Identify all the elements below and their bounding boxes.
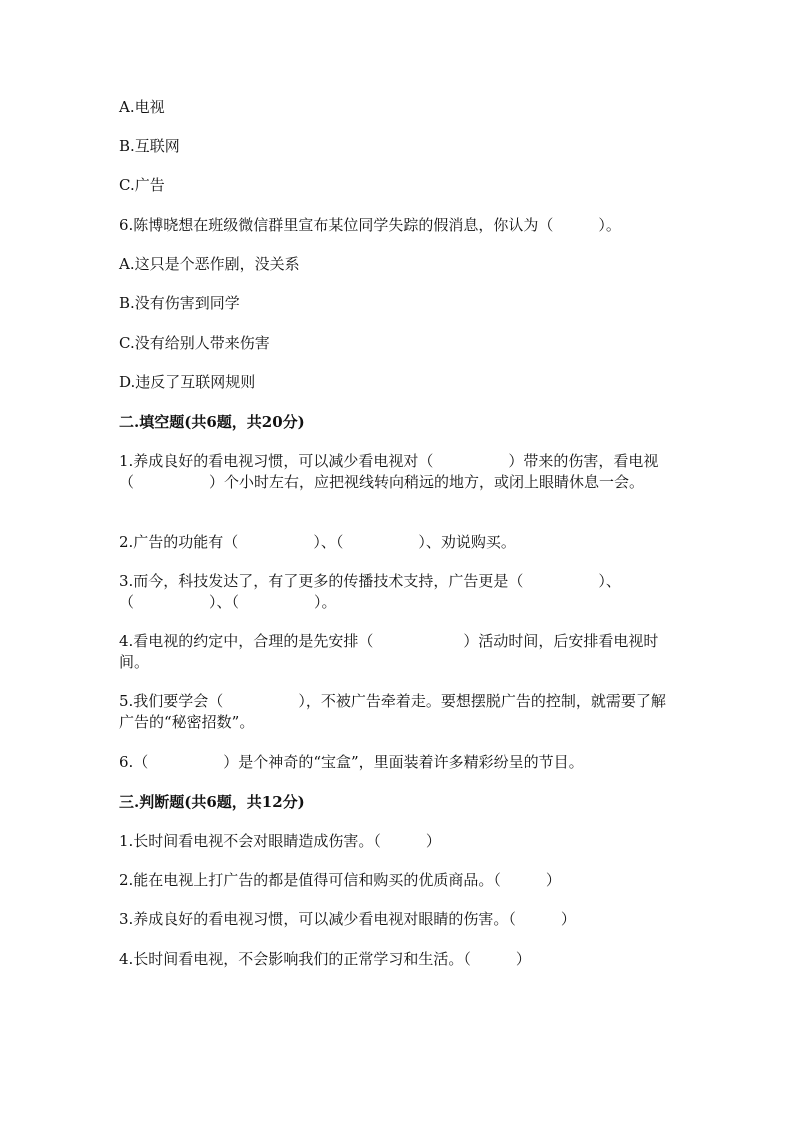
q6-option-d: D.违反了互联网规则	[119, 373, 256, 391]
fill-question-4: 4.看电视的约定中，合理的是先安排（ ）活动时间，后安排看电视时间。	[119, 632, 659, 671]
question-6-stem: 6.陈博晓想在班级微信群里宣布某位同学失踪的假消息，你认为（ ）。	[119, 216, 621, 234]
q6-option-a: A.这只是个恶作剧，没关系	[119, 255, 300, 273]
q6-option-c: C.没有给别人带来伤害	[119, 334, 270, 352]
q6-option-b: B.没有伤害到同学	[119, 294, 240, 312]
option-c: C.广告	[119, 176, 165, 194]
judge-question-4: 4.长时间看电视，不会影响我们的正常学习和生活。（ ）	[119, 950, 531, 968]
judge-question-1: 1.长时间看电视不会对眼睛造成伤害。（ ）	[119, 832, 441, 850]
judge-section-heading: 三.判断题(共6题，共12分)	[119, 793, 305, 811]
fill-question-1: 1.养成良好的看电视习惯，可以减少看电视对（ ）带来的伤害，看电视（ ）个小时左右，应把视线转向稍远的地方，或闭上眼睛休息一会。	[119, 452, 659, 491]
fill-section-heading: 二.填空题(共6题，共20分)	[119, 413, 305, 431]
option-b: B.互联网	[119, 137, 180, 155]
fill-question-6: 6.（ ）是个神奇的“宝盒”，里面装着许多精彩纷呈的节目。	[119, 753, 584, 771]
judge-question-2: 2.能在电视上打广告的都是值得可信和购买的优质商品。（ ）	[119, 871, 561, 889]
fill-question-2: 2.广告的功能有（ ）、（ ）、劝说购买。	[119, 533, 516, 551]
fill-question-3: 3.而今，科技发达了，有了更多的传播技术支持，广告更是（ ）、（ ）、（ ）。	[119, 572, 621, 611]
option-a: A.电视	[119, 98, 165, 116]
judge-question-3: 3.养成良好的看电视习惯，可以减少看电视对眼睛的伤害。（ ）	[119, 910, 576, 928]
fill-question-5: 5.我们要学会（ ），不被广告牵着走。要想摆脱广告的控制，就需要了解广告的“秘密招数”。	[119, 692, 666, 731]
